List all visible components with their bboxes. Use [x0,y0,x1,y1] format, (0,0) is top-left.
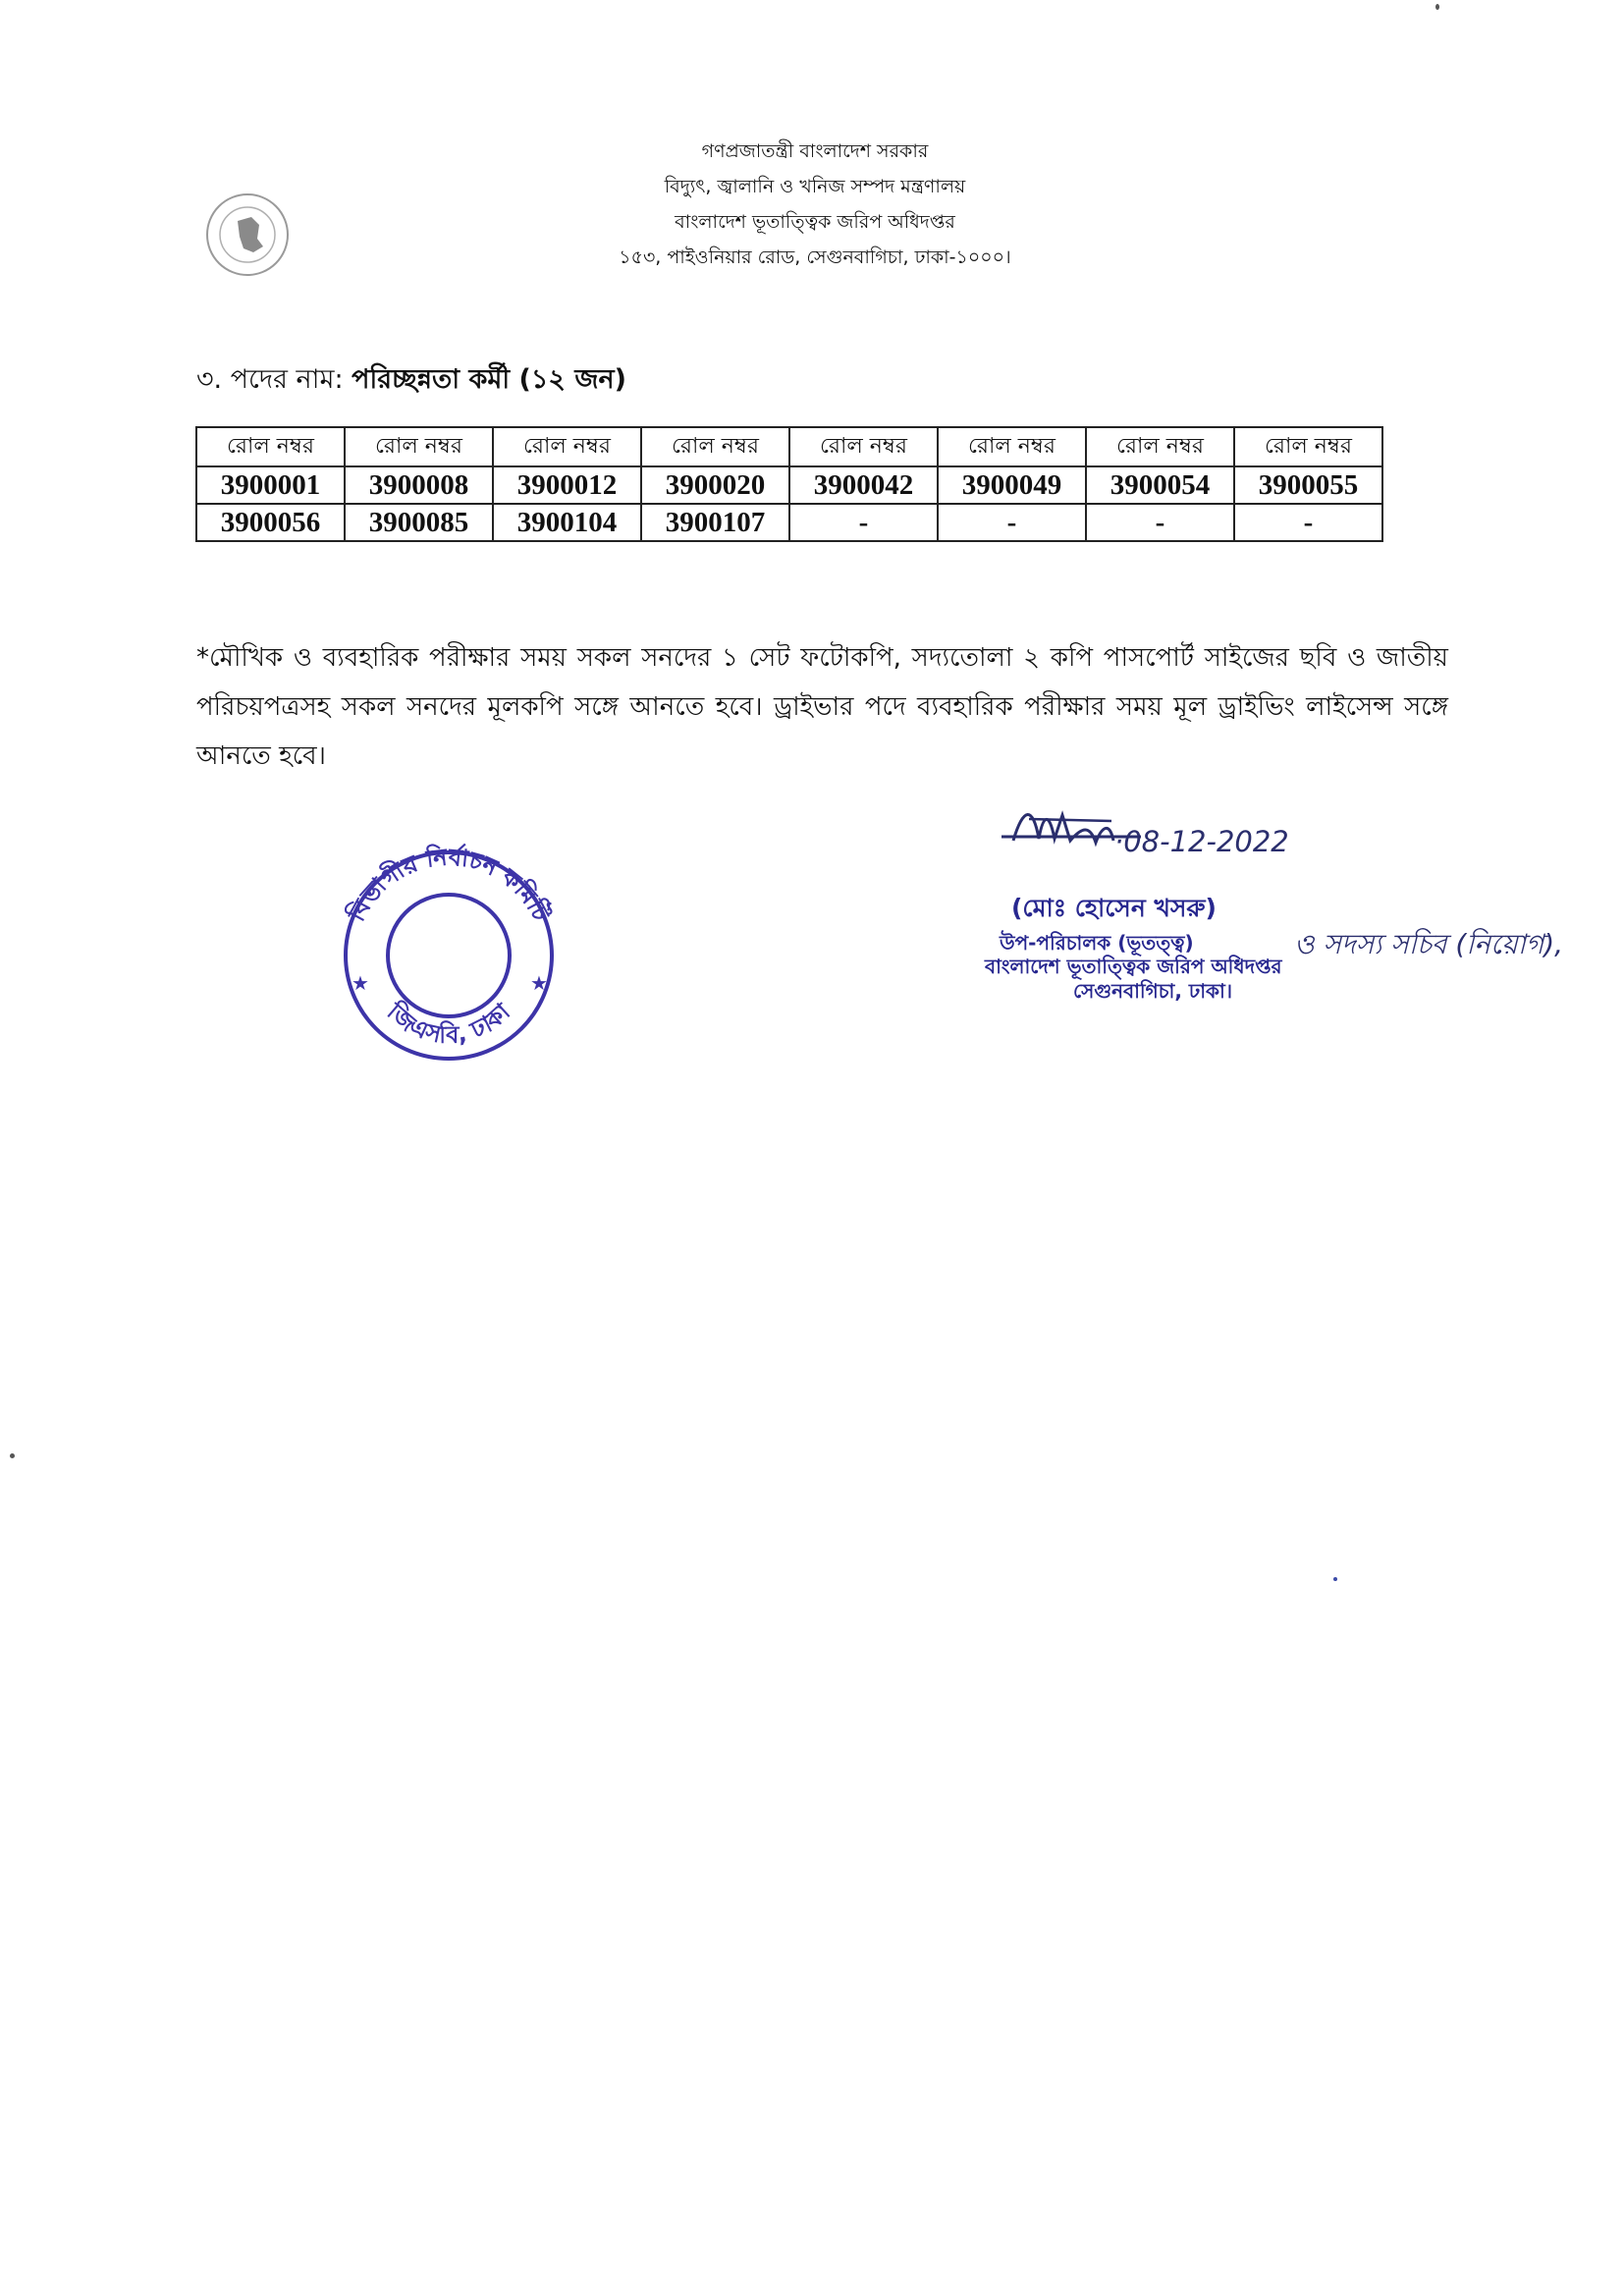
column-header: রোল নম্বর [493,427,641,466]
roll-cell: - [1234,504,1382,541]
column-header: রোল নম্বর [1086,427,1234,466]
table-row [196,466,1382,504]
signer-office: বাংলাদেশ ভূতাত্ত্বিক জরিপ অধিদপ্তর [985,955,1282,978]
stamp-star-right: ★ [530,971,548,995]
column-header: রোল নম্বর [345,427,493,466]
roll-cell: - [789,504,938,541]
header-ministry: বিদ্যুৎ, জ্বালানি ও খনিজ সম্পদ মন্ত্রণালয় [664,176,966,197]
roll-cell: 3900056 [196,504,345,541]
instruction-note: *মৌখিক ও ব্যবহারিক পরীক্ষার সময় সকল সনদের ১ সেট ফটোকপি, সদ্যতোলা ২ কপি পাসপোর্ট সাইজের ছবি ও জাতীয় পরিচয়পত্রসহ সকল সনদের মূলকপি সঙ্গে আনতে হবে। ড্রাইভার পদে ব্যবহারিক পরীক্ষার সময় মূল ড্রাইভিং লাইসেন্স সঙ্গে আনতে হবে। [196,643,1448,771]
column-header: রোল নম্বর [789,427,938,466]
roll-cell: 3900054 [1086,466,1234,504]
roll-cell: 3900008 [345,466,493,504]
government-seal-icon [204,191,291,278]
signer-name: (মোঃ হোসেন খসরু) [1011,894,1217,922]
svg-text:বিভাগীয় নির্বাচন কমিটি [342,843,557,927]
roll-cell: 3900012 [493,466,641,504]
stamp-bottom-text: জিএসবি, ঢাকা [381,998,515,1049]
stamp-star-left: ★ [352,971,369,995]
roll-cell: 3900020 [641,466,789,504]
table-header-row [196,427,1382,466]
post-name: পরিচ্ছন্নতা কর্মী (১২ জন) [352,364,626,395]
post-title [196,359,626,404]
handwritten-designation-note: ও সদস্য সচিব (নিয়োগ), [1294,928,1564,960]
roll-cell: 3900042 [789,466,938,504]
table-row [196,504,1382,541]
roll-cell: 3900001 [196,466,345,504]
scan-speck [1333,1577,1337,1581]
signer-designation: উপ-পরিচালক (ভূতত্ত্ব) [1000,931,1194,955]
signature-date: ·08-12-2022 [1114,825,1289,858]
roll-cell: 3900055 [1234,466,1382,504]
roll-number-table [195,426,1383,542]
header-address: ১৫৩, পাইওনিয়ার রোড, সেগুনবাগিচা, ঢাকা-১০০০। [619,246,1011,268]
signer-location: সেগুনবাগিচা, ঢাকা। [1073,979,1232,1003]
post-title-prefix: ৩. পদের নাম: [196,364,344,395]
roll-cell: 3900104 [493,504,641,541]
column-header: রোল নম্বর [641,427,789,466]
column-header: রোল নম্বর [938,427,1086,466]
roll-cell: 3900049 [938,466,1086,504]
scan-speck [1435,4,1439,10]
committee-stamp-icon [326,843,571,1061]
header-department: বাংলাদেশ ভূতাত্ত্বিক জরিপ অধিদপ্তর [675,211,955,233]
roll-cell: - [938,504,1086,541]
stamp-text: বিভাগীয় নির্বাচন কমিটি [343,843,555,926]
roll-cell: 3900085 [345,504,493,541]
column-header: রোল নম্বর [1234,427,1382,466]
scan-speck [10,1453,15,1458]
roll-cell: - [1086,504,1234,541]
column-header: রোল নম্বর [196,427,345,466]
roll-cell: 3900107 [641,504,789,541]
svg-text:জিএসবি, ঢাকা [381,997,516,1049]
header-government: গণপ্রজাতন্ত্রী বাংলাদেশ সরকার [701,140,929,162]
office-header [550,134,1080,275]
